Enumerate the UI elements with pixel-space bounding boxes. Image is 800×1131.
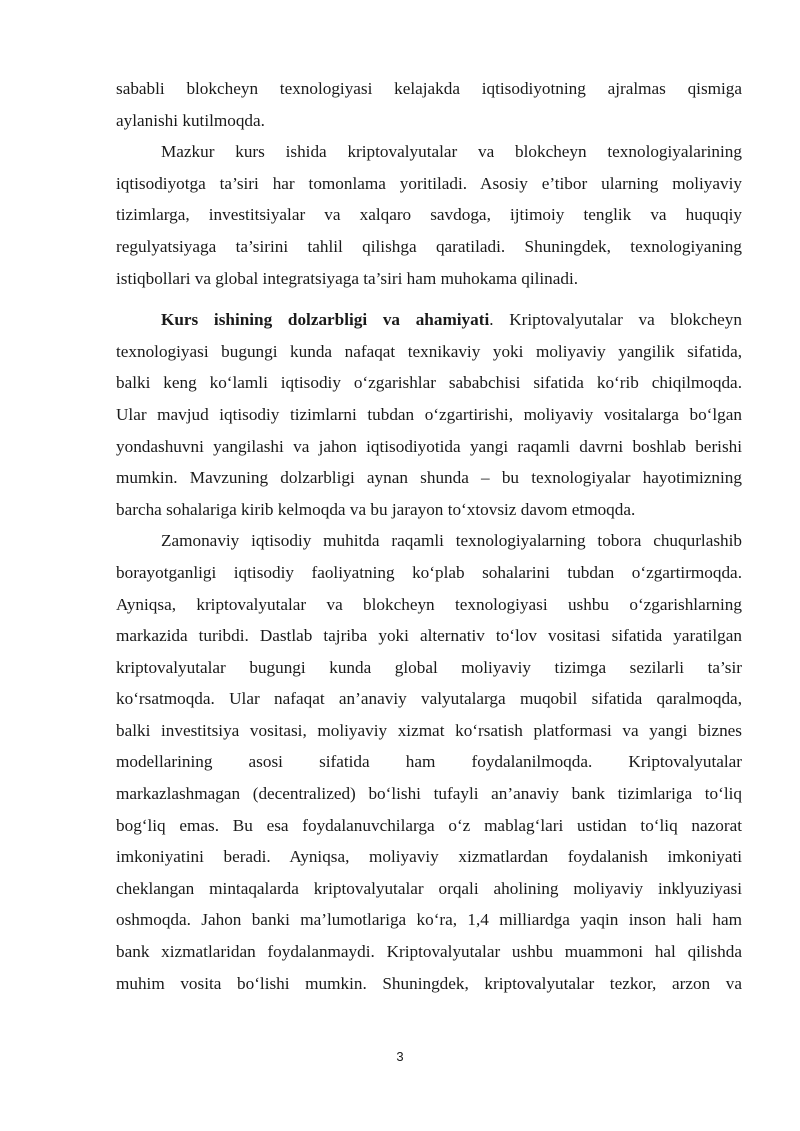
line-text: Ayniqsa, kriptovalyutalar va blokcheyn texnologiyasi ushbu o‘zgarishlarning [116, 594, 742, 614]
section-heading: Kurs ishining dolzarbligi va ahamiyati [161, 310, 490, 330]
line-text: Mazkur kurs ishida kriptovalyutalar va blokcheyn texnologiyalarining [161, 142, 742, 162]
page-number: 3 [396, 1049, 404, 1064]
line-text: mumkin. Mavzuning dolzarbligi aynan shunda – bu texnologiyalar hayotimizning [116, 468, 742, 488]
paragraph [116, 136, 742, 294]
line-text: balki keng ko‘lamli iqtisodiy o‘zgarishlar sababchisi sifatida ko‘rib chiqilmoqda. [116, 373, 742, 393]
line-text: sababli blokcheyn texnologiyasi kelajakda iqtisodiyotning ajralmas qismiga [116, 79, 742, 98]
line-text: istiqbollari va global integratsiyaga ta’siri ham muhokama qilinadi. [116, 268, 579, 288]
line-text: balki investitsiya vositasi, moliyaviy xizmat ko‘rsatish platformasi va yangi biznes [116, 720, 742, 740]
text-line [116, 778, 742, 810]
line-text: regulyatsiyaga ta’sirini tahlil qilishga qaratiladi. Shuningdek, texnologiyaning [116, 236, 742, 256]
text-line [116, 367, 742, 399]
text-line [116, 105, 742, 137]
text-line [116, 810, 742, 842]
line-text: bog‘liq emas. Bu esa foydalanuvchilarga o‘z mablag‘lari ustidan to‘liq nazorat [116, 815, 742, 835]
text-line [116, 168, 742, 200]
line-text: borayotganligi iqtisodiy faoliyatning ko‘plab sohalarini tubdan o‘zgartirmoqda. [116, 562, 742, 582]
text-line [116, 557, 742, 589]
text-line [116, 263, 742, 295]
paragraph-gap [116, 294, 742, 304]
text-line [116, 462, 742, 494]
text-line [116, 73, 742, 105]
text-line [116, 841, 742, 873]
text-line [116, 652, 742, 684]
text-line [116, 304, 742, 336]
text-line [116, 336, 742, 368]
line-text: cheklangan mintaqalarda kriptovalyutalar orqali aholining moliyaviy inklyuziyasi [116, 878, 742, 898]
text-line [116, 904, 742, 936]
text-line [116, 494, 742, 526]
line-text: markazida turibdi. Dastlab tajriba yoki alternativ to‘lov vositasi sifatida yaratilgan [116, 626, 742, 646]
text-line [116, 199, 742, 231]
text-line [116, 589, 742, 621]
line-text: iqtisodiyotga ta’siri har tomonlama yoritiladi. Asosiy e’tibor ularning moliyaviy [116, 173, 742, 193]
text-line [116, 715, 742, 747]
line-text: markazlashmagan (decentralized) bo‘lishi tufayli an’anaviy bank tizimlariga to‘liq [116, 784, 742, 804]
line-text: Ular mavjud iqtisodiy tizimlarni tubdan o‘zgartirishi, moliyaviy vositalarga bo‘lgan [116, 404, 742, 424]
line-text: yondashuvni yangilashi va jahon iqtisodiyotida yangi raqamli davrni boshlab berishi [116, 436, 742, 456]
line-text: modellarining asosi sifatida ham foydalanilmoqda. Kriptovalyutalar [116, 752, 742, 772]
text-line [116, 936, 742, 968]
line-text: aylanishi kutilmoqda. [116, 110, 265, 130]
line-text: muhim vosita bo‘lishi mumkin. Shuningdek, kriptovalyutalar tezkor, arzon va [116, 973, 742, 993]
paragraph [116, 304, 742, 525]
text-line [116, 399, 742, 431]
line-text: . Kriptovalyutalar va blokcheyn [489, 310, 742, 330]
text-line [116, 873, 742, 905]
paragraph [116, 73, 742, 136]
line-text: oshmoqda. Jahon banki ma’lumotlariga ko‘ra, 1,4 milliardga yaqin inson hali ham [116, 910, 742, 930]
line-text: bank xizmatlaridan foydalanmaydi. Kriptovalyutalar ushbu muammoni hal qilishda [116, 942, 742, 962]
text-line [116, 231, 742, 263]
line-text: Zamonaviy iqtisodiy muhitda raqamli texnologiyalarning tobora chuqurlashib [161, 531, 742, 551]
paragraph [116, 525, 742, 999]
line-text: tizimlarga, investitsiyalar va xalqaro savdoga, ijtimoiy tenglik va huquqiy [116, 205, 742, 225]
text-line [116, 683, 742, 715]
text-line [116, 620, 742, 652]
line-text: kriptovalyutalar bugungi kunda global moliyaviy tizimga sezilarli ta’sir [116, 657, 742, 677]
text-line [116, 968, 742, 1000]
body-text [116, 73, 742, 999]
line-text: ko‘rsatmoqda. Ular nafaqat an’anaviy valyutalarga muqobil sifatida qaralmoqda, [116, 689, 742, 709]
text-line [116, 525, 742, 557]
text-line [116, 431, 742, 463]
text-line [116, 746, 742, 778]
line-text: barcha sohalariga kirib kelmoqda va bu jarayon to‘xtovsiz davom etmoqda. [116, 499, 636, 519]
text-line [116, 136, 742, 168]
line-text: imkoniyatini beradi. Ayniqsa, moliyaviy xizmatlardan foydalanish imkoniyati [116, 847, 742, 867]
line-text: texnologiyasi bugungi kunda nafaqat texnikaviy yoki moliyaviy yangilik sifatida, [116, 341, 742, 361]
